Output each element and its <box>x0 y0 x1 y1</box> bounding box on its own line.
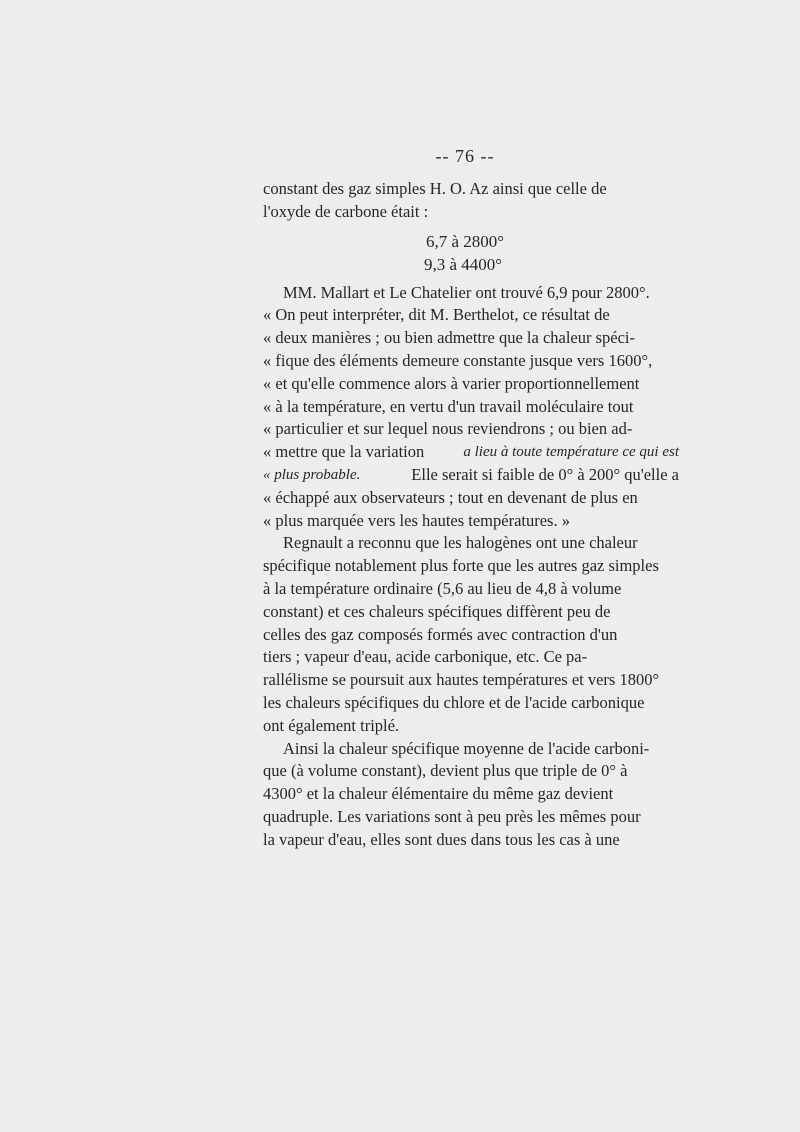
text-line: « particulier et sur lequel nous reviendrons ; ou bien ad- <box>263 419 633 439</box>
text-line: constant des gaz simples H. O. Az ainsi que celle de <box>263 179 607 198</box>
text-line: MM. Mallart et Le Chatelier ont trouvé 6,9 pour 2800°. <box>283 282 650 302</box>
text-line: « échappé aux observateurs ; tout en devenant de plus en <box>263 487 638 507</box>
text-line: 4300° et la chaleur élémentaire du même gaz devient <box>263 784 614 804</box>
italic-segment: « plus probable. <box>263 466 361 483</box>
italic-segment: a lieu à toute température ce qui est <box>463 444 679 461</box>
text-line: celles des gaz composés formés avec contraction d'un <box>263 624 618 644</box>
text-line: Regnault a reconnu que les halogènes ont une chaleur <box>283 533 638 553</box>
text-line: la vapeur d'eau, elles sont dues dans tous les cas à une <box>263 829 620 849</box>
text-segment: Elle serait si faible de 0° à 200° qu'elle a <box>411 464 679 484</box>
text-line: que (à volume constant), devient plus que triple de 0° à <box>263 761 628 781</box>
text-line: « et qu'elle commence alors à varier proportionnellement <box>263 373 640 393</box>
text-line: « On peut interpréter, dit M. Berthelot, ce résultat de <box>263 305 610 325</box>
text-line-mixed <box>263 441 679 464</box>
text-line: à la température ordinaire (5,6 au lieu de 4,8 à volume <box>263 578 622 598</box>
text-line: « plus marquée vers les hautes températures. » <box>263 510 570 530</box>
text-line: spécifique notablement plus forte que les autres gaz simples <box>263 556 659 576</box>
text-line: « à la température, en vertu d'un travail moléculaire tout <box>263 396 634 416</box>
text-line: rallélisme se poursuit aux hautes températures et vers 1800° <box>263 670 660 690</box>
formula-line: 6,7 à 2800° <box>426 231 505 251</box>
text-line: tiers ; vapeur d'eau, acide carbonique, etc. Ce pa- <box>263 647 588 667</box>
text-line: quadruple. Les variations sont à peu près les mêmes pour <box>263 806 641 826</box>
text-segment: « mettre que la variation <box>263 442 425 462</box>
text-line: Ainsi la chaleur spécifique moyenne de l'acide carboni- <box>283 738 650 758</box>
text-line: constant) et ces chaleurs spécifiques diffèrent peu de <box>263 601 611 621</box>
text-line: « deux manières ; ou bien admettre que la chaleur spéci- <box>263 328 636 348</box>
formula-line: 9,3 à 4400° <box>424 254 503 274</box>
text-line: « fique des éléments demeure constante jusque vers 1600°, <box>263 350 653 370</box>
page-number: -- 76 -- <box>435 146 495 166</box>
text-line: les chaleurs spécifiques du chlore et de l'acide carbonique <box>263 692 645 712</box>
body-text <box>263 178 679 852</box>
text-line: l'oxyde de carbone était : <box>263 201 429 221</box>
text-line: ont également triplé. <box>263 715 400 735</box>
text-line-mixed <box>263 464 679 487</box>
